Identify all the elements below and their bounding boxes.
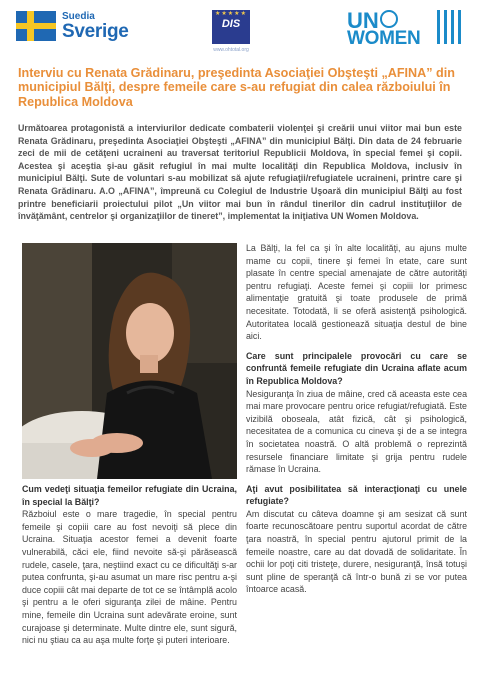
sweden-label-big: Sverige [62, 21, 129, 42]
left-column [22, 483, 237, 647]
portrait-illustration [22, 243, 237, 479]
un-women-bars-icon [435, 10, 461, 44]
eu-stars-icon: ★★★★★ [215, 11, 247, 17]
un-women-logo-un: UN [347, 8, 379, 33]
un-globe-icon [380, 10, 398, 28]
question-3: Aţi avut posibilitatea să interacţionaţi cu unele refugiate? [246, 483, 467, 507]
dis-url: www.ohtotal.org [213, 47, 249, 53]
portrait-photo [22, 243, 237, 479]
page-header [0, 0, 477, 64]
paragraph-1: La Bălţi, la fel ca şi în alte localităţi, au ajuns multe mame cu copii, tinere şi femei în etate, care sunt plasate în centre special amenajate de către autorităţi pentru refugiaţi. Aceste femei şi copiii lor primesc alimentaţie gratuită şi toate produsele de primă necesitate. Totodată, li se oferă asistenţă psihologică. Autoritatea locală gestionează situaţia destul de bine aici. [246, 243, 467, 342]
dis-logo-label: DIS [221, 18, 241, 30]
sweden-label-small: Suedia [62, 11, 95, 22]
article-title: Interviu cu Renata Grădinaru, preşedinta Asociaţiei Obşteşti „AFINA” din municipiul Bălţi, despre femeile care s-au refugiat din calea războiului în Republica Moldova [18, 66, 455, 109]
un-women-logo-women: WOMEN [347, 28, 421, 49]
right-column [246, 242, 467, 596]
answer-2: Nesiguranţa în ziua de mâine, cred că aceasta este cea mai mare provocare pentru orice refugiat/refugiată. Este vizibilă oboseala, atât fizică, cât şi psihologică, necesitatea de a comunica cu cineva şi de a se integra în societatea noastră. O altă problemă o reprezintă resursele financiare limitate şi grija pentru rudele rămase în Ucraina. [246, 388, 467, 475]
question-1: Cum vedeţi situaţia femeilor refugiate din Ucraina, în special la Bălţi? [22, 484, 237, 507]
un-women-logo [347, 8, 462, 49]
answer-3: Am discutat cu câteva doamne şi am sesizat că sunt foarte recunoscătoare pentru suportul acordat de către ţara noastră, în special pentru ajutorul primit de la femeile noastre, care au dat dovadă de solidaritate. În ochii lor poţi citi tristeţe, durere, nesiguranţă, însă totuşi sunt pline de speranţă că într-o bună zi se vor putea întoarce acasă. [246, 508, 467, 595]
dis-logo [212, 10, 250, 44]
question-2: Care sunt principalele provocări cu care se confruntă femeile refugiate din Ucraina aflate acum în Republica Moldova? [246, 350, 467, 386]
answer-1: Războiul este o mare tragedie, în special pentru femeile şi copiii care au fost nevoiţi să plece din Ucraina. Situaţia acestor femei a devenit foarte vulnerabilă, căci ele, fiind nevoite să-şi părăsească rudele, casele, ţara, neştiind exact cu ce dificultăţi s-ar putea confrunta, şi-au asumat un mare risc pentru a-şi duce copiii cât mai departe de tot ce se întâmplă acolo şi pentru a le oferi siguranţa zilei de mâine. Pentru mine, femeile din Ucraina sunt adevărate eroine, sunt curajoase şi determinate. Multe dintre ele, sunt sigură, nici nu ştiau ca au aşa multe forţe şi puteri interioare. [22, 509, 237, 646]
sweden-flag-icon [16, 11, 56, 41]
article-intro: Următoarea protagonistă a interviurilor dedicate combaterii violenţei şi creării unui viitor mai bun este Renata Grădinaru, preşedinta Asociaţiei Obşteşti „AFINA” din municipiul Bălţi. Din data de 24 februarie zeci de mii de cetăţeni ucraineni au traversat teritoriul Republicii Moldova, în special femei şi copii. Acestea şi aceştia şi-au găsit refugiul în mai multe localităţi din Republica Moldova, inclusiv în municipiul Bălţi. Sute de voluntari s-au mobilizat să ajute refugiaţii/refugiatele ucraineni, printre care şi Renata Grădinaru. A.O „AFINA”, împreună cu Colegiul de Industrie Uşoară din municipiul Bălţi au fost printre beneficiarii proiectului pilot „Un viitor mai bun în rândul tinerilor din cadrul instituţiilor de învăţământ, centrelor şi organizaţiilor de tineret”, implementat la iniţiativa UN Women Moldova. [18, 123, 462, 222]
